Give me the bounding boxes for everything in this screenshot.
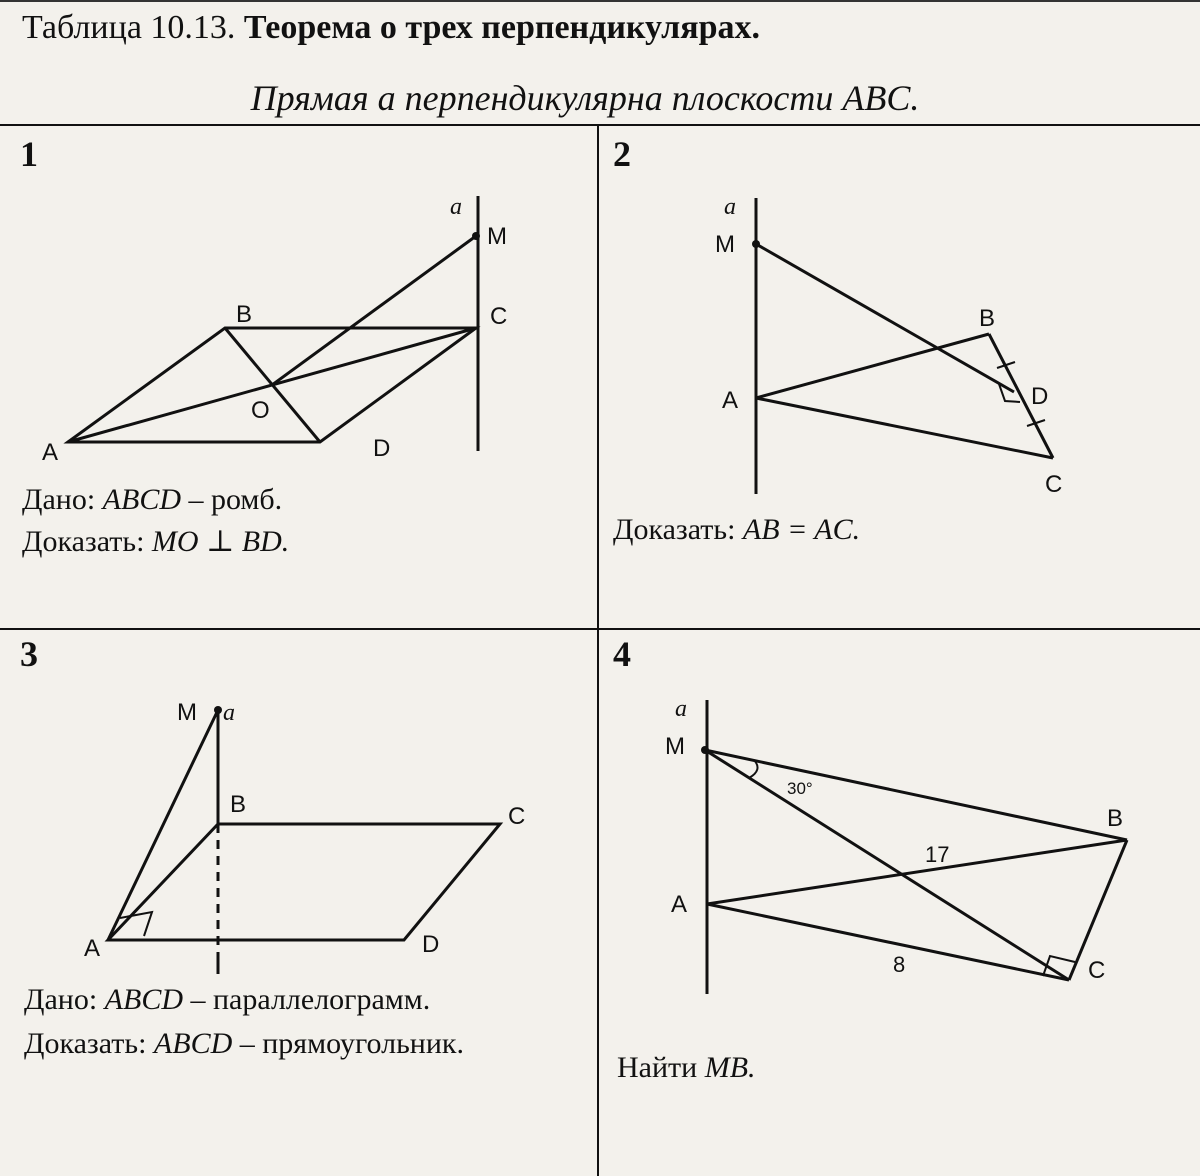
point-M	[214, 706, 222, 714]
point-M	[472, 232, 480, 240]
label-angle-30: 30°	[787, 779, 813, 798]
prove-rest: – прямоугольник.	[239, 1027, 464, 1060]
given-text	[22, 482, 282, 518]
label-A: A	[671, 891, 688, 918]
title-theorem: Теорема о трех перпендикулярах.	[243, 9, 761, 46]
label-M: M	[487, 223, 507, 250]
label-length-8: 8	[893, 952, 906, 977]
segment-MD	[756, 244, 1014, 392]
label-C: C	[508, 803, 526, 830]
label-M: M	[715, 231, 735, 258]
label-A: A	[722, 387, 739, 414]
prove-value: AB = AC.	[742, 513, 861, 546]
label-C: C	[1088, 957, 1106, 984]
label-length-17: 17	[925, 842, 950, 867]
prove-label: Доказать:	[613, 513, 736, 546]
label-D: D	[373, 435, 391, 462]
label-O: O	[251, 397, 270, 424]
segment-AB	[756, 334, 989, 398]
given-value: ABCD	[104, 983, 183, 1016]
given-rest: – параллелограмм.	[190, 983, 431, 1016]
cell-number: 4	[613, 634, 631, 674]
segment-AC	[707, 904, 1069, 980]
find-label: Найти	[617, 1051, 698, 1084]
cell-number: 2	[613, 134, 631, 174]
label-M: M	[177, 699, 197, 726]
label-C: C	[1045, 471, 1063, 498]
label-B: B	[979, 305, 996, 332]
label-B: B	[236, 301, 253, 328]
label-D: D	[422, 931, 440, 958]
prove-value: ABCD	[153, 1027, 233, 1060]
figure-grid	[0, 124, 1200, 1176]
segment-AB	[707, 840, 1127, 904]
label-a: a	[675, 696, 687, 722]
given-text	[24, 982, 430, 1018]
label-C: C	[490, 303, 508, 330]
point-M	[701, 746, 709, 754]
label-B: B	[1107, 805, 1124, 832]
segment-AC	[756, 398, 1053, 458]
segment-MO	[272, 236, 476, 385]
segment-MB	[705, 750, 1127, 840]
label-D: D	[1031, 383, 1049, 410]
prove-text	[613, 512, 860, 548]
find-value: MB.	[704, 1051, 756, 1084]
header-rule	[0, 0, 1200, 8]
figure-triangle	[599, 126, 1200, 628]
find-text	[617, 1050, 756, 1086]
point-M	[752, 240, 760, 248]
label-B: B	[230, 791, 247, 818]
prove-value: MO ⊥ BD.	[151, 525, 290, 558]
cell-1	[0, 126, 597, 628]
prove-label: Доказать:	[22, 525, 145, 558]
label-M: M	[665, 733, 685, 760]
cell-number: 3	[20, 634, 38, 674]
label-a: a	[223, 700, 235, 726]
figure-parallelogram	[0, 630, 597, 1176]
cell-4	[599, 630, 1200, 1176]
page-subtitle: Прямая a перпендикулярна плоскости ABC.	[250, 78, 920, 118]
cell-3	[0, 630, 597, 1176]
segment-MC	[705, 750, 1069, 980]
page-title	[22, 8, 760, 48]
label-a: a	[450, 194, 462, 220]
label-A: A	[42, 439, 59, 466]
angle-arc-M	[749, 760, 758, 778]
cell-2	[599, 126, 1200, 628]
cell-number: 1	[20, 134, 38, 174]
given-label: Дано:	[22, 483, 96, 516]
parallelogram-ABCD	[108, 824, 500, 940]
prove-label: Доказать:	[24, 1027, 147, 1060]
given-label: Дано:	[24, 983, 98, 1016]
prove-text	[24, 1026, 464, 1062]
given-value: ABCD	[102, 483, 181, 516]
segment-MA	[108, 710, 218, 940]
given-rest: – ромб.	[188, 483, 283, 516]
figure-find-mb	[599, 630, 1200, 1176]
label-a: a	[724, 194, 736, 220]
title-table-label: Таблица 10.13.	[22, 9, 236, 46]
label-A: A	[84, 935, 101, 962]
prove-text	[22, 524, 289, 560]
